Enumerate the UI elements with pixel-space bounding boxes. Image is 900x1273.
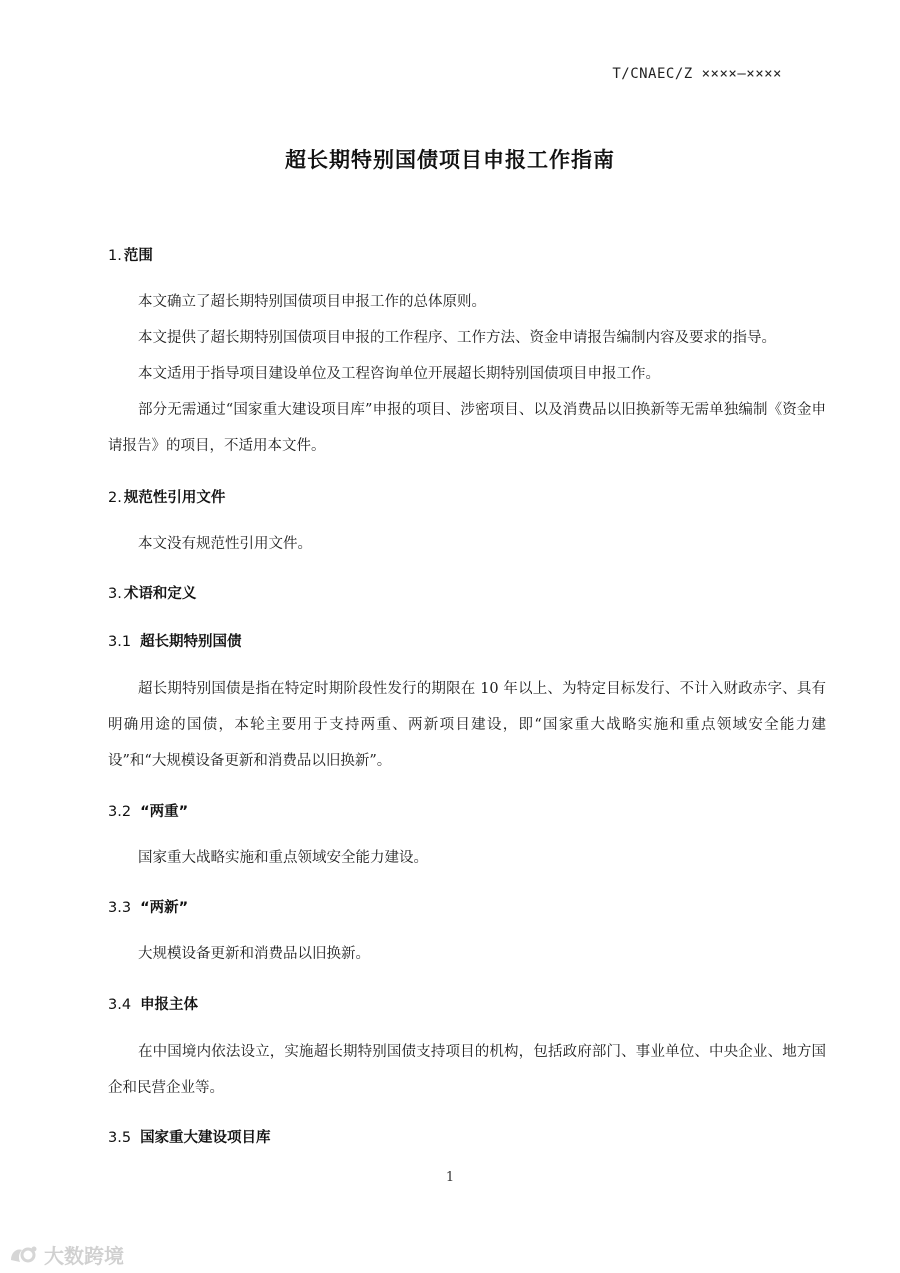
section-title: 国家重大建设项目库 — [140, 1130, 271, 1146]
section-number: 3.5 — [108, 1130, 132, 1146]
dashuo-logo-icon — [8, 1244, 38, 1266]
document-title: 超长期特别国债项目申报工作指南 — [285, 148, 615, 172]
section-title: 术语和定义 — [123, 586, 197, 602]
section-title: 范围 — [123, 248, 153, 264]
section-title: 申报主体 — [140, 997, 199, 1013]
paragraph: 在中国境内依法设立，实施超长期特别国债支持项目的机构，包括政府部门、事业单位、中央企业、地方国企和民营企业等。 — [108, 1044, 826, 1096]
section-title: “两新” — [140, 900, 189, 916]
section-heading-3 — [108, 582, 196, 603]
paragraph: 国家重大战略实施和重点领域安全能力建设。 — [138, 850, 428, 866]
paragraph: 部分无需通过“国家重大建设项目库”申报的项目、涉密项目、以及消费品以旧换新等无需单独编制《资金申请报告》的项目，不适用本文件。 — [108, 402, 826, 454]
paragraph: 本文没有规范性引用文件。 — [138, 536, 312, 552]
section-heading-2 — [108, 486, 225, 507]
section-title: “两重” — [140, 804, 189, 820]
section-number: 3.4 — [108, 997, 132, 1013]
section-number: 3.3 — [108, 900, 132, 916]
subsection-heading-3-3 — [108, 896, 188, 917]
section-number: 1. — [108, 248, 122, 264]
section-number: 3.1 — [108, 634, 132, 650]
section-number: 3.2 — [108, 804, 132, 820]
section-number: 2. — [108, 490, 122, 506]
paragraph: 本文确立了超长期特别国债项目申报工作的总体原则。 — [138, 294, 486, 310]
section-number: 3. — [108, 586, 122, 602]
paragraph: 超长期特别国债是指在特定时期阶段性发行的期限在 10 年以上、为特定目标发行、不计入财政赤字、具有明确用途的国债，本轮主要用于支持两重、两新项目建设，即“国家重大战略实施和重点领域安全能力建设”和“大规模设备更新和消费品以旧换新”。 — [108, 681, 826, 769]
subsection-heading-3-5 — [108, 1126, 271, 1147]
watermark — [8, 1240, 124, 1269]
paragraph: 本文提供了超长期特别国债项目申报的工作程序、工作方法、资金申请报告编制内容及要求的指导。 — [138, 330, 776, 346]
section-title: 超长期特别国债 — [140, 634, 242, 650]
page-number: 1 — [445, 1170, 455, 1185]
paragraph: 本文适用于指导项目建设单位及工程咨询单位开展超长期特别国债项目申报工作。 — [138, 366, 660, 382]
watermark-text: 大数跨境 — [44, 1244, 124, 1268]
subsection-heading-3-1 — [108, 630, 242, 651]
paragraph: 大规模设备更新和消费品以旧换新。 — [138, 946, 370, 962]
standard-code: T/CNAEC/Z ××××—×××× — [612, 66, 782, 82]
section-title: 规范性引用文件 — [123, 490, 226, 506]
subsection-heading-3-2 — [108, 800, 188, 821]
subsection-heading-3-4 — [108, 993, 198, 1014]
section-heading-1 — [108, 244, 153, 265]
